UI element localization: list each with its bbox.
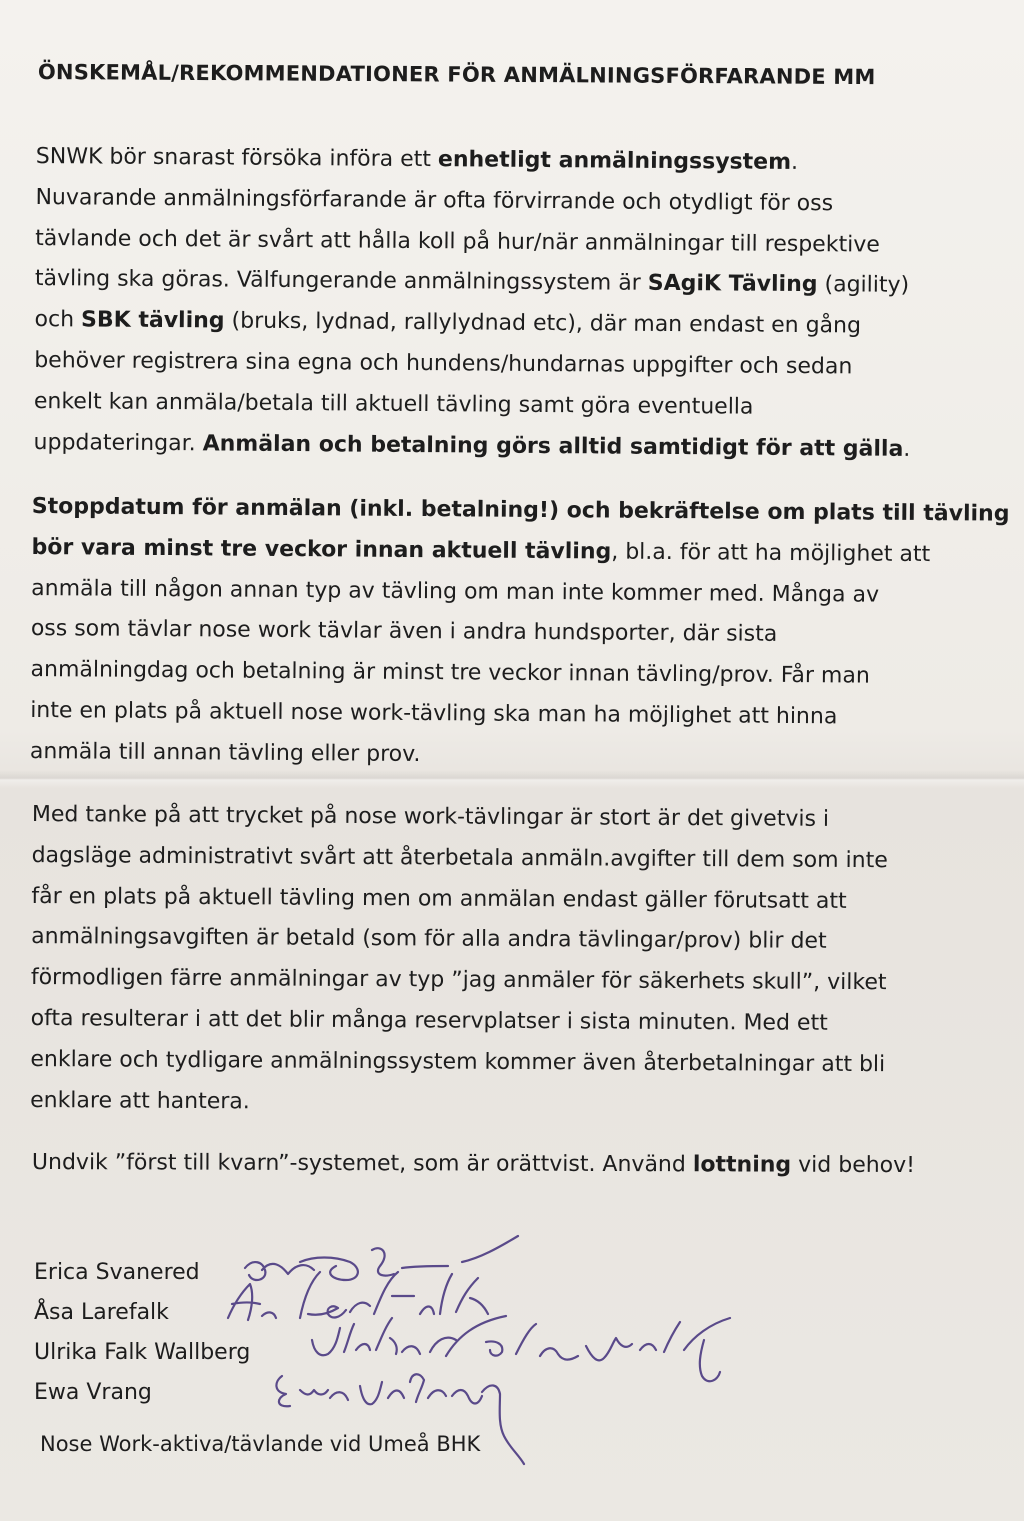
text-run: ofta resulterar i att det blir många reservplatser i sista minuten. Med ett bbox=[30, 1005, 828, 1036]
text-run: anmälningsavgiften är betald (som för alla andra tävlingar/prov) blir det bbox=[31, 924, 827, 955]
text-line bbox=[32, 836, 992, 883]
text-run: Undvik ”först till kvarn”-systemet, som är orättvist. Använd bbox=[31, 1150, 693, 1178]
text-line bbox=[34, 382, 994, 430]
signer-name: Ewa Vrang bbox=[34, 1380, 152, 1405]
paragraph-refunds bbox=[30, 795, 992, 1127]
text-run: oss som tävlar nose work tävlar även i andra hundsporter, där sista bbox=[30, 616, 778, 648]
bold-text-run: lottning bbox=[692, 1152, 792, 1178]
text-run: vid behov! bbox=[791, 1152, 916, 1179]
text-run: (agility) bbox=[817, 272, 910, 299]
text-line bbox=[31, 999, 991, 1046]
signer-name: Erica Svanered bbox=[34, 1260, 200, 1285]
text-run: . bbox=[790, 149, 799, 175]
text-run: Med tanke på att trycket på nose work-tävlingar är stort är det givetvis i bbox=[31, 801, 830, 832]
bold-text-run: enhetligt anmälningssystem bbox=[437, 147, 792, 175]
text-line bbox=[31, 958, 991, 1005]
text-line bbox=[34, 341, 994, 389]
text-run: . bbox=[903, 436, 911, 462]
text-line bbox=[32, 1143, 992, 1187]
text-line bbox=[30, 691, 990, 739]
paragraph-deadline bbox=[29, 487, 1010, 780]
text-line bbox=[30, 1081, 990, 1128]
text-run: anmäla till någon annan typ av tävling om man inte kommer med. Många av bbox=[31, 575, 880, 608]
text-run: (bruks, lydnad, rallylydnad etc), där man endast en gång bbox=[224, 308, 862, 339]
signer-name: Åsa Larefalk bbox=[34, 1300, 169, 1325]
text-line bbox=[33, 423, 993, 471]
bold-text-run: SAgiK Tävling bbox=[647, 271, 818, 298]
text-line bbox=[35, 178, 995, 226]
bold-text-run: SBK tävling bbox=[80, 307, 225, 334]
text-run: får en plats på aktuell tävling men om anmälan endast gäller förutsatt att bbox=[31, 883, 847, 914]
text-run: inte en plats på aktuell nose work-tävling ska man ha möjlighet att hinna bbox=[30, 697, 838, 730]
text-run: Nuvarande anmälningsförfarande är ofta förvirrande och otydligt för oss bbox=[35, 184, 834, 217]
text-run: anmälningdag och betalning är minst tre veckor innan tävling/prov. Får man bbox=[30, 657, 870, 689]
paragraph-registration-system bbox=[33, 137, 996, 471]
text-line bbox=[31, 917, 991, 964]
text-run: SNWK bör snarast försöka införa ett bbox=[35, 143, 439, 173]
signature-ulrika bbox=[312, 1316, 730, 1381]
text-run: tävling ska göras. Välfungerande anmälningssystem är bbox=[34, 266, 648, 297]
text-run: förmodligen färre anmälningar av typ ”jag anmäler för säkerhets skull”, vilket bbox=[30, 965, 887, 996]
text-run: dagsläge administrativt svårt att återbetala anmäln.avgifter till dem som inte bbox=[31, 842, 888, 874]
signer-list bbox=[34, 1253, 250, 1413]
text-run: uppdateringar. bbox=[33, 429, 203, 456]
text-run: enklare att hantera. bbox=[30, 1087, 250, 1114]
text-line bbox=[36, 137, 996, 185]
text-run: enklare och tydligare anmälningssystem kommer även återbetalningar att bli bbox=[30, 1046, 886, 1077]
text-line bbox=[32, 795, 992, 842]
text-run: och bbox=[34, 307, 82, 333]
signature-erica bbox=[245, 1236, 518, 1280]
text-line bbox=[30, 1040, 990, 1087]
signature-asa bbox=[228, 1272, 488, 1320]
text-line bbox=[31, 877, 991, 924]
paragraph-lottery bbox=[32, 1143, 992, 1187]
text-line bbox=[31, 528, 991, 576]
text-line bbox=[31, 487, 1010, 535]
text-line bbox=[30, 732, 990, 780]
text-run: , bl.a. för att ha möjlighet att bbox=[611, 539, 931, 567]
document-title: ÖNSKEMÅL/REKOMMENDATIONER FÖR ANMÄLNINGSFÖRFARANDE MM bbox=[37, 60, 876, 90]
bold-text-run: Stoppdatum för anmälan (inkl. betalning!) och bekräftelse om plats till tävling bbox=[31, 493, 1010, 527]
text-run: enkelt kan anmäla/betala till aktuell tävling samt göra eventuella bbox=[33, 388, 754, 420]
signer-name: Ulrika Falk Wallberg bbox=[34, 1340, 251, 1365]
bold-text-run: bör vara minst tre veckor innan aktuell tävling bbox=[31, 534, 612, 565]
text-run: tävlande och det är svårt att hålla koll på hur/när anmälningar till respektive bbox=[35, 225, 880, 258]
bold-text-run: Anmälan och betalning görs alltid samtidigt för att gälla bbox=[202, 430, 904, 462]
text-run: behöver registrera sina egna och hundens/hundarnas uppgifter och sedan bbox=[34, 347, 853, 380]
text-run: anmäla till annan tävling eller prov. bbox=[29, 738, 421, 767]
signature-footer: Nose Work-aktiva/tävlande vid Umeå BHK bbox=[40, 1432, 481, 1456]
